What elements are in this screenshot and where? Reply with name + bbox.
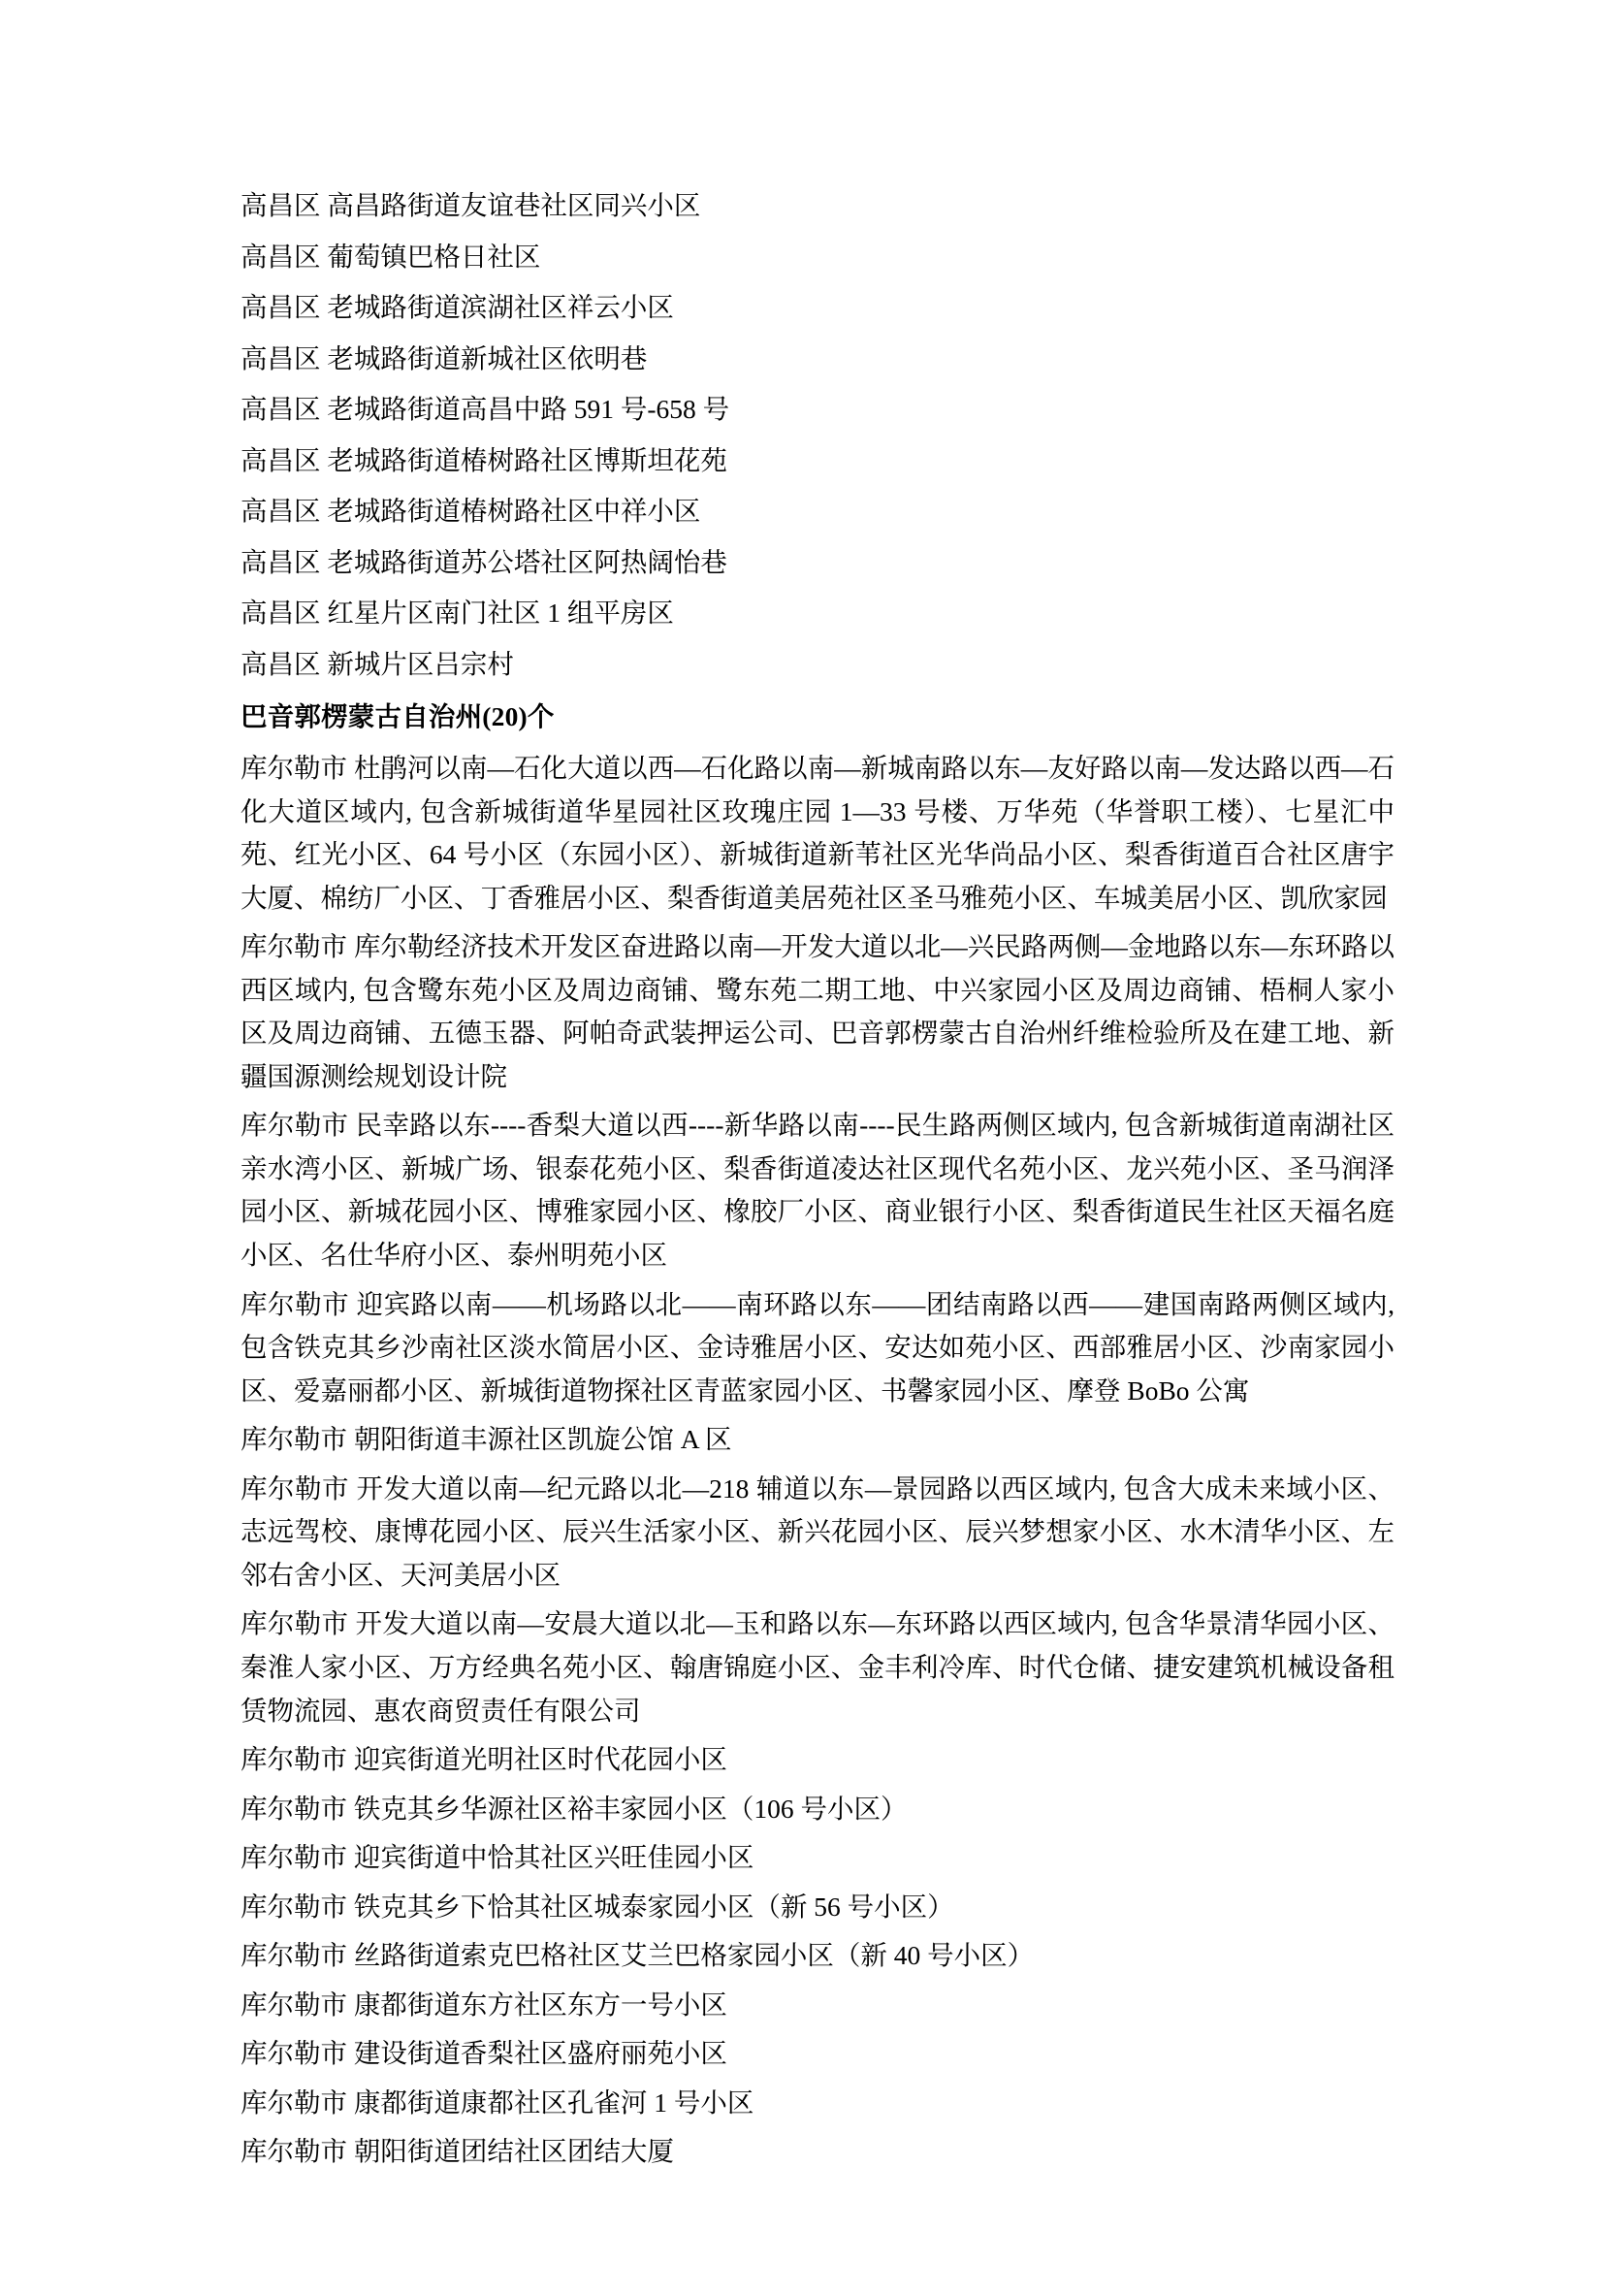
list-item: 高昌区 红星片区南门社区 1 组平房区 [240, 598, 674, 629]
list-item: 库尔勒市 朝阳街道团结社区团结大厦 [240, 2136, 674, 2167]
list-item: 高昌区 老城路街道滨湖社区祥云小区 [240, 292, 674, 323]
list-item: 库尔勒市 迎宾街道光明社区时代花园小区 [240, 1744, 727, 1775]
top-list [240, 184, 1395, 686]
section-heading: 巴音郭楞蒙古自治州(20)个 [240, 701, 555, 732]
list-item: 库尔勒市 迎宾路以南——机场路以北——南环路以东——团结南路以西——建国南路两侧区域内, 包含铁克其乡沙南社区淡水简居小区、金诗雅居小区、安达如苑小区、西部雅居小区、沙南家园小区、爱嘉丽都小区、新城街道物探社区青蓝家园小区、书馨家园小区、摩登 BoBo 公寓 [240, 1288, 1395, 1406]
list-item: 高昌区 新城片区吕宗村 [240, 648, 514, 679]
list-item: 库尔勒市 迎宾街道中恰其社区兴旺佳园小区 [240, 1842, 754, 1873]
list-item: 库尔勒市 库尔勒经济技术开发区奋进路以南—开发大道以北—兴民路两侧—金地路以东—东环路以西区域内, 包含鹭东苑小区及周边商铺、鹭东苑二期工地、中兴家园小区及周边商铺、梧桐人家小区及周边商铺、五德玉器、阿帕奇武装押运公司、巴音郭楞蒙古自治州纤维检验所及在建工地、新疆国源测绘规划设计院 [240, 931, 1395, 1091]
list-item: 高昌区 老城路街道椿树路社区中祥小区 [240, 496, 701, 527]
list-item: 库尔勒市 杜鹃河以南—石化大道以西—石化路以南—新城南路以东—友好路以南—发达路以西—石化大道区域内, 包含新城街道华星园社区玫瑰庄园 1—33 号楼、万华苑（华誉职工楼）、七星汇中苑、红光小区、64 号小区（东园小区）、新城街道新苇社区光华尚品小区、梨香街道百合社区唐宇大厦、棉纺厂小区、丁香雅居小区、梨香街道美居苑社区圣马雅苑小区、车城美居小区、凯欣家园 [240, 753, 1395, 913]
list-item: 库尔勒市 开发大道以南—纪元路以北—218 辅道以东—景园路以西区域内, 包含大成未来域小区、志远驾校、康博花园小区、辰兴生活家小区、新兴花园小区、辰兴梦想家小区、水木清华小区、左邻右舍小区、天河美居小区 [240, 1472, 1395, 1590]
list-item: 库尔勒市 建设街道香梨社区盛府丽苑小区 [240, 2038, 727, 2069]
list-item: 高昌区 葡萄镇巴格日社区 [240, 241, 541, 272]
list-item: 库尔勒市 朝阳街道丰源社区凯旋公馆 A 区 [240, 1424, 732, 1455]
list-item: 库尔勒市 开发大道以南—安晨大道以北—玉和路以东—东环路以西区域内, 包含华景清华园小区、秦淮人家小区、万方经典名苑小区、翰唐锦庭小区、金丰利冷库、时代仓储、捷安建筑机械设备租赁物流园、惠农商贸责任有限公司 [240, 1608, 1395, 1726]
list-item: 库尔勒市 康都街道东方社区东方一号小区 [240, 1989, 727, 2020]
list-item: 库尔勒市 铁克其乡华源社区裕丰家园小区（106 号小区） [240, 1793, 908, 1824]
list-item: 库尔勒市 丝路街道索克巴格社区艾兰巴格家园小区（新 40 号小区） [240, 1940, 1035, 1971]
entry-list [240, 747, 1395, 2174]
document-body [240, 184, 1395, 2174]
list-item: 库尔勒市 民幸路以东----香梨大道以西----新华路以南----民生路两侧区域内, 包含新城街道南湖社区亲水湾小区、新城广场、银泰花苑小区、梨香街道凌达社区现代名苑小区、龙兴苑小区、圣马润泽园小区、新城花园小区、博雅家园小区、橡胶厂小区、商业银行小区、梨香街道民生社区天福名庭小区、名仕华府小区、泰州明苑小区 [240, 1110, 1395, 1271]
list-item: 高昌区 老城路街道新城社区依明巷 [240, 342, 648, 373]
list-item: 高昌区 老城路街道椿树路社区博斯坦花苑 [240, 444, 727, 475]
list-item: 高昌区 老城路街道高昌中路 591 号-658 号 [240, 394, 730, 425]
list-item: 高昌区 老城路街道苏公塔社区阿热阔怡巷 [240, 546, 727, 577]
list-item: 高昌区 高昌路街道友谊巷社区同兴小区 [240, 190, 701, 220]
list-item: 库尔勒市 铁克其乡下恰其社区城泰家园小区（新 56 号小区） [240, 1891, 954, 1922]
list-item: 库尔勒市 康都街道康都社区孔雀河 1 号小区 [240, 2086, 754, 2118]
